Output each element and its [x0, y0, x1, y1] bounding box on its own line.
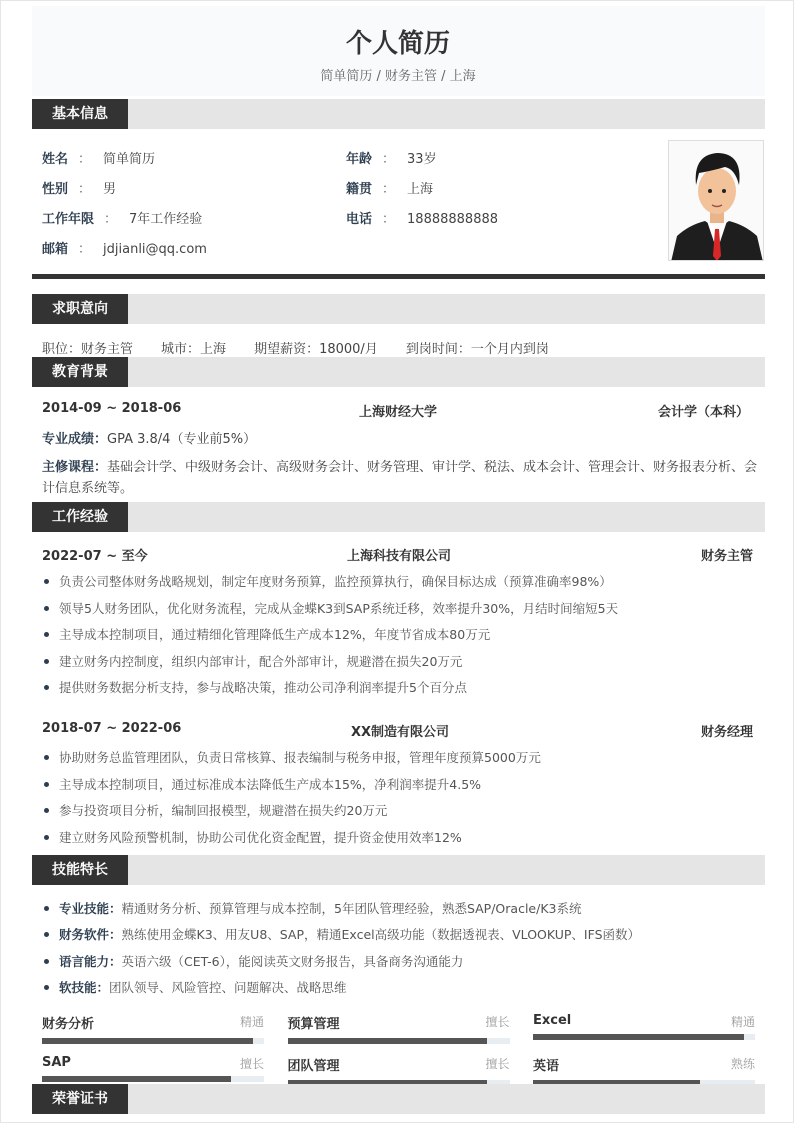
intent-item [406, 342, 549, 357]
skill-item [42, 925, 640, 943]
section-work [32, 502, 765, 532]
skill-bar-track [42, 1076, 264, 1082]
skill-level: 熟练 [730, 1057, 755, 1071]
skill-label: 软技能： [59, 979, 110, 995]
edu-courses [42, 456, 757, 475]
skill-label: 语言能力： [59, 953, 122, 969]
intent-label: 到岗时间： [405, 342, 471, 357]
job-role: 财务主管 [700, 549, 753, 564]
intent-item [254, 342, 378, 357]
page-title: 个人简历 [345, 29, 450, 59]
job-company: XX制造有限公司 [351, 725, 450, 740]
edu-gpa [42, 428, 256, 447]
skill-bar [288, 1013, 510, 1044]
skill-name: 财务分析 [42, 1017, 95, 1032]
field-separator: ： [78, 152, 92, 167]
field-separator: ： [78, 182, 92, 197]
field-separator: ： [78, 242, 92, 257]
section-title: 教育背景 [32, 357, 128, 387]
job-role: 财务经理 [700, 725, 753, 740]
skill-item [42, 899, 581, 917]
skill-name: SAP [42, 1055, 71, 1070]
field-label: 工作年限 [42, 212, 95, 227]
section-skills [32, 855, 765, 885]
section-title: 求职意向 [32, 294, 128, 324]
field-value: 上海 [407, 182, 434, 197]
skill-bar-fill [533, 1034, 744, 1040]
skill-bar [42, 1013, 264, 1044]
section-title: 荣誉证书 [32, 1084, 128, 1114]
gpa-value: GPA 3.8/4（专业前5%） [107, 432, 257, 447]
field-value: jdjianli@qq.com [103, 242, 207, 257]
skill-bar [533, 1055, 755, 1086]
intent-label: 期望薪资： [254, 342, 320, 357]
field-separator: ： [104, 212, 118, 227]
edu-major: 会计学（本科） [657, 405, 749, 420]
skill-bar-track [288, 1038, 510, 1044]
section-basic-info [32, 99, 765, 129]
basic-field [346, 178, 433, 197]
field-value: 男 [103, 182, 117, 197]
basic-field [42, 238, 207, 257]
job-bullet: 协助财务总监管理团队，负责日常核算、报表编制与税务申报，管理年度预算5000万元 [42, 748, 541, 766]
intent-value: 上海 [200, 342, 227, 357]
courses-value: 基础会计学、中级财务会计、高级财务会计、财务管理、审计学、税法、成本会计、管理会计、财务报表分析、会 [107, 460, 758, 475]
skill-level: 精通 [239, 1015, 264, 1029]
skill-label: 财务软件： [59, 927, 122, 943]
field-label: 性别 [42, 182, 69, 197]
intent-label: 城市： [161, 342, 201, 357]
job-bullet: 参与投资项目分析，编制回报模型，规避潜在损失约20万元 [42, 801, 387, 819]
basic-field [42, 178, 116, 197]
skill-value: 团队领导、风险管控、问题解决、战略思维 [109, 979, 347, 995]
skill-bar [288, 1055, 510, 1086]
page-subtitle: 简单简历 / 财务主管 / 上海 [320, 69, 476, 84]
basic-field [346, 148, 437, 167]
job-bullet: 建立财务内控制度，组织内部审计，配合外部审计，规避潜在损失20万元 [42, 652, 462, 670]
intent-item [42, 342, 133, 357]
job-bullet: 主导成本控制项目，通过标准成本法降低生产成本15%，净利润率提升4.5% [42, 775, 481, 793]
intent-value: 18000/月 [319, 342, 378, 357]
section-title: 工作经验 [32, 502, 128, 532]
divider [32, 274, 765, 279]
field-label: 邮箱 [42, 242, 69, 257]
intent-item [161, 342, 226, 357]
skill-bar [42, 1055, 264, 1082]
profile-photo [668, 140, 764, 261]
edu-courses-cont: 计信息系统等。 [42, 481, 134, 496]
field-separator: ： [382, 212, 396, 227]
skill-value: 熟练使用金蝶K3、用友U8、SAP，精通Excel高级功能（数据透视表、VLOOKUP、IFS函数） [121, 927, 641, 943]
skill-level: 擅长 [239, 1057, 264, 1071]
section-title: 技能特长 [32, 855, 128, 885]
skill-bar-fill [42, 1038, 253, 1044]
skill-name: 预算管理 [287, 1017, 340, 1032]
section-job-intent [32, 294, 765, 324]
job-period: 2018-07 ~ 2022-06 [42, 721, 182, 736]
field-label: 籍贯 [346, 182, 373, 197]
gpa-label: 专业成绩： [42, 432, 108, 447]
edu-school: 上海财经大学 [359, 405, 438, 420]
skill-name: 团队管理 [287, 1059, 340, 1074]
intent-value: 一个月内到岗 [470, 342, 549, 357]
job-bullet: 建立财务风险预警机制，协助公司优化资金配置，提升资金使用效率12% [42, 828, 462, 846]
skill-level: 擅长 [485, 1057, 510, 1071]
basic-field [42, 148, 155, 167]
intent-value: 财务主管 [81, 342, 134, 357]
field-value: 18888888888 [407, 212, 499, 227]
field-value: 简单简历 [103, 152, 156, 167]
skill-bar-fill [288, 1038, 488, 1044]
edu-period: 2014-09 ~ 2018-06 [42, 401, 182, 416]
basic-field [346, 208, 498, 227]
section-title: 基本信息 [32, 99, 128, 129]
skill-name: 英语 [533, 1059, 560, 1074]
job-bullet: 主导成本控制项目，通过精细化管理降低生产成本12%，年度节省成本80万元 [42, 625, 490, 643]
courses-label: 主修课程： [42, 460, 108, 475]
job-bullet: 领导5人财务团队，优化财务流程，完成从金蝶K3到SAP系统迁移，效率提升30%，月结时间缩短5天 [42, 599, 618, 617]
job-bullet: 负责公司整体财务战略规划，制定年度财务预算，监控预算执行，确保目标达成（预算准确率98%） [42, 572, 612, 590]
skill-value: 英语六级（CET-6），能阅读英文财务报告，具备商务沟通能力 [121, 953, 464, 969]
job-bullet: 提供财务数据分析支持，参与战略决策，推动公司净利润率提升5个百分点 [42, 678, 467, 696]
job-company: 上海科技有限公司 [347, 549, 452, 564]
field-value: 7年工作经验 [129, 212, 203, 227]
skill-item [42, 978, 347, 996]
job-period: 2022-07 ~ 至今 [42, 549, 148, 564]
field-label: 电话 [346, 212, 373, 227]
skill-bar-track [533, 1034, 755, 1040]
skill-bar [533, 1013, 755, 1040]
skill-level: 精通 [730, 1015, 755, 1029]
skill-name: Excel [533, 1013, 572, 1028]
skill-value: 精通财务分析、预算管理与成本控制，5年团队管理经验，熟悉SAP/Oracle/K3系统 [121, 901, 582, 916]
skill-level: 擅长 [485, 1015, 510, 1029]
field-value: 33岁 [407, 152, 437, 167]
field-label: 姓名 [42, 152, 69, 167]
field-separator: ： [382, 182, 396, 197]
skill-label: 专业技能： [59, 901, 122, 916]
skill-bar-fill [42, 1076, 231, 1082]
section-honors [32, 1084, 765, 1114]
skill-item [42, 952, 463, 970]
field-separator: ： [382, 152, 396, 167]
skill-bar-track [42, 1038, 264, 1044]
intent-label: 职位： [42, 342, 82, 357]
section-education [32, 357, 765, 387]
job-intent [42, 338, 577, 357]
basic-field [42, 208, 202, 227]
field-label: 年龄 [346, 152, 373, 167]
